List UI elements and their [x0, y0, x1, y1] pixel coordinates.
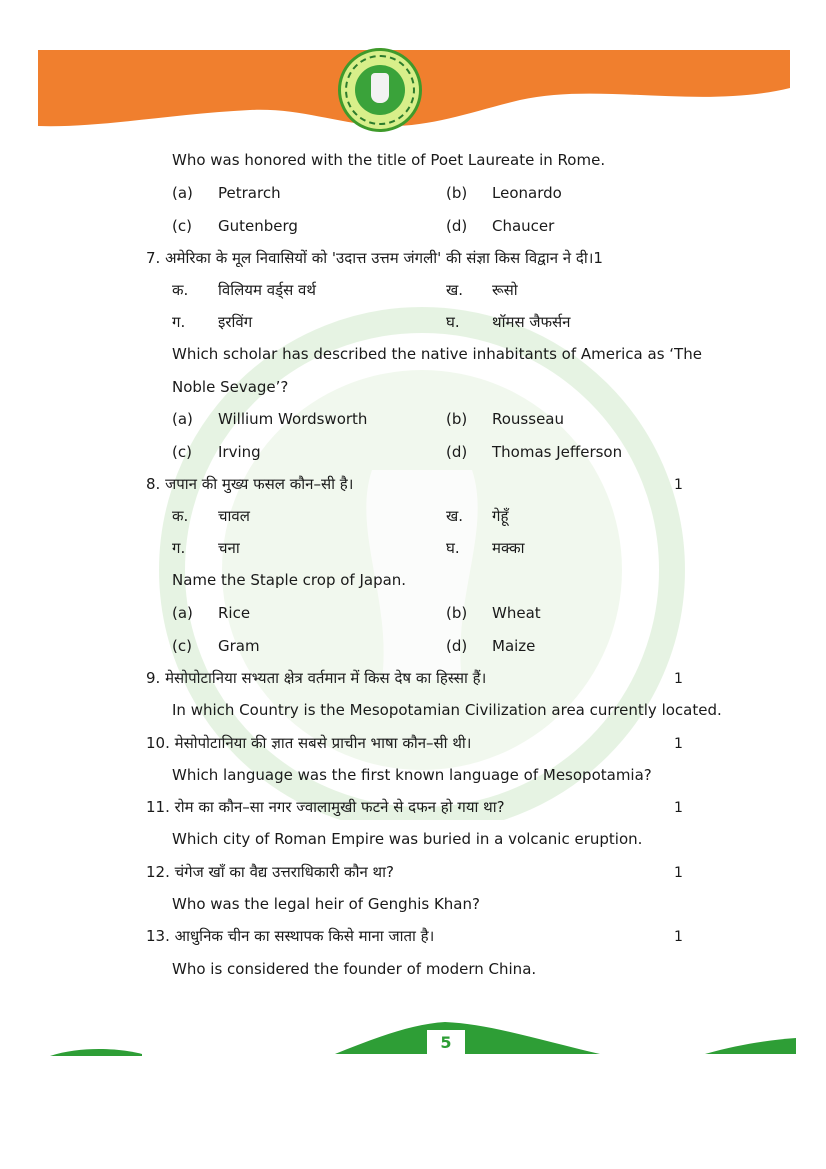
question-9-marks: 1 [674, 671, 683, 687]
question-6-english: Who was honored with the title of Poet Laureate in Rome. [172, 151, 606, 169]
option-a-label: (a) [172, 184, 193, 202]
question-13-hindi: 13. आधुनिक चीन का सस्थापक किसे माना जाता है। [146, 927, 435, 945]
option-kha-label: ख. [446, 507, 464, 525]
option-d-text: Thomas Jefferson [492, 443, 623, 461]
question-11-hindi: 11. रोम का कौन–सा नगर ज्वालामुखी फटने से दफन हो गया था? [146, 798, 505, 816]
option-ga-text: चना [218, 539, 240, 557]
option-c-text: Gram [218, 637, 260, 655]
question-12-hindi: 12. चंगेज खॉं का वैद्य उत्तराधिकारी कौन था? [146, 863, 394, 881]
question-12-marks: 1 [674, 865, 683, 881]
option-a-label: (a) [172, 604, 193, 622]
option-b-label: (b) [446, 604, 468, 622]
question-13-marks: 1 [674, 929, 683, 945]
option-d-label: (d) [446, 637, 468, 655]
question-7-hindi: 7. अमेरिका के मूल निवासियों को 'उदात्त उत्तम जंगली' की संज्ञा किस विद्वान ने दी।1 [146, 249, 603, 267]
option-kha-text: गेहूँ [492, 507, 509, 525]
option-a-label: (a) [172, 410, 193, 428]
option-b-text: Wheat [492, 604, 541, 622]
option-b-text: Leonardo [492, 184, 562, 202]
option-kha-label: ख. [446, 281, 464, 299]
question-13-english: Who is considered the founder of modern China. [172, 960, 537, 978]
question-11-marks: 1 [674, 800, 683, 816]
option-d-text: Chaucer [492, 217, 555, 235]
option-a-text: Petrarch [218, 184, 281, 202]
option-gha-text: मक्का [492, 539, 525, 557]
board-logo [338, 48, 422, 132]
option-c-text: Gutenberg [218, 217, 298, 235]
option-d-label: (d) [446, 217, 468, 235]
question-8-hindi: 8. जपान की मुख्य फसल कौन–सी है। [146, 475, 354, 493]
question-11-english: Which city of Roman Empire was buried in a volcanic eruption. [172, 830, 643, 848]
option-ga-text: इरविंग [218, 313, 253, 331]
question-9-english: In which Country is the Mesopotamian Civilization area currently located. [172, 701, 722, 719]
option-a-text: Willium Wordsworth [218, 410, 368, 428]
option-ka-text: विलियम वर्ड्स वर्थ [218, 281, 316, 299]
question-12-english: Who was the legal heir of Genghis Khan? [172, 895, 480, 913]
question-10-marks: 1 [674, 736, 683, 752]
option-c-label: (c) [172, 637, 192, 655]
question-10-hindi: 10. मेसोपोटानिया की ज्ञात सबसे प्राचीन भाषा कौन–सी थी। [146, 734, 472, 752]
option-b-label: (b) [446, 410, 468, 428]
logo-torch-hand [371, 73, 389, 103]
footer-wave [0, 1010, 826, 1070]
option-a-text: Rice [218, 604, 251, 622]
option-gha-label: घ. [446, 313, 460, 331]
option-c-label: (c) [172, 443, 192, 461]
option-gha-label: घ. [446, 539, 460, 557]
question-7-english-line2: Noble Sevage’? [172, 378, 289, 396]
question-7-english-line1: Which scholar has described the native inhabitants of America as ‘The [172, 345, 702, 363]
option-c-label: (c) [172, 217, 192, 235]
option-b-label: (b) [446, 184, 468, 202]
option-b-text: Rousseau [492, 410, 564, 428]
question-8-marks: 1 [674, 477, 683, 493]
question-10-english: Which language was the first known language of Mesopotamia? [172, 766, 652, 784]
option-c-text: Irving [218, 443, 261, 461]
option-d-text: Maize [492, 637, 536, 655]
option-gha-text: थॉमस जैफर्सन [492, 313, 571, 331]
option-ga-label: ग. [172, 539, 186, 557]
option-ka-text: चावल [218, 507, 250, 525]
option-ka-label: क. [172, 507, 189, 525]
option-d-label: (d) [446, 443, 468, 461]
option-kha-text: रूसो [492, 281, 518, 299]
option-ka-label: क. [172, 281, 189, 299]
footer-center-mound [335, 1022, 600, 1054]
option-ga-label: ग. [172, 313, 186, 331]
question-8-english: Name the Staple crop of Japan. [172, 571, 407, 589]
footer-right-wedge [705, 1038, 796, 1054]
footer-left-wedge [50, 1049, 142, 1056]
question-9-hindi: 9. मेसोपोटानिया सभ्यता क्षेत्र वर्तमान में किस देष का हिस्सा हैं। [146, 669, 487, 687]
page-number: 5 [427, 1030, 465, 1056]
